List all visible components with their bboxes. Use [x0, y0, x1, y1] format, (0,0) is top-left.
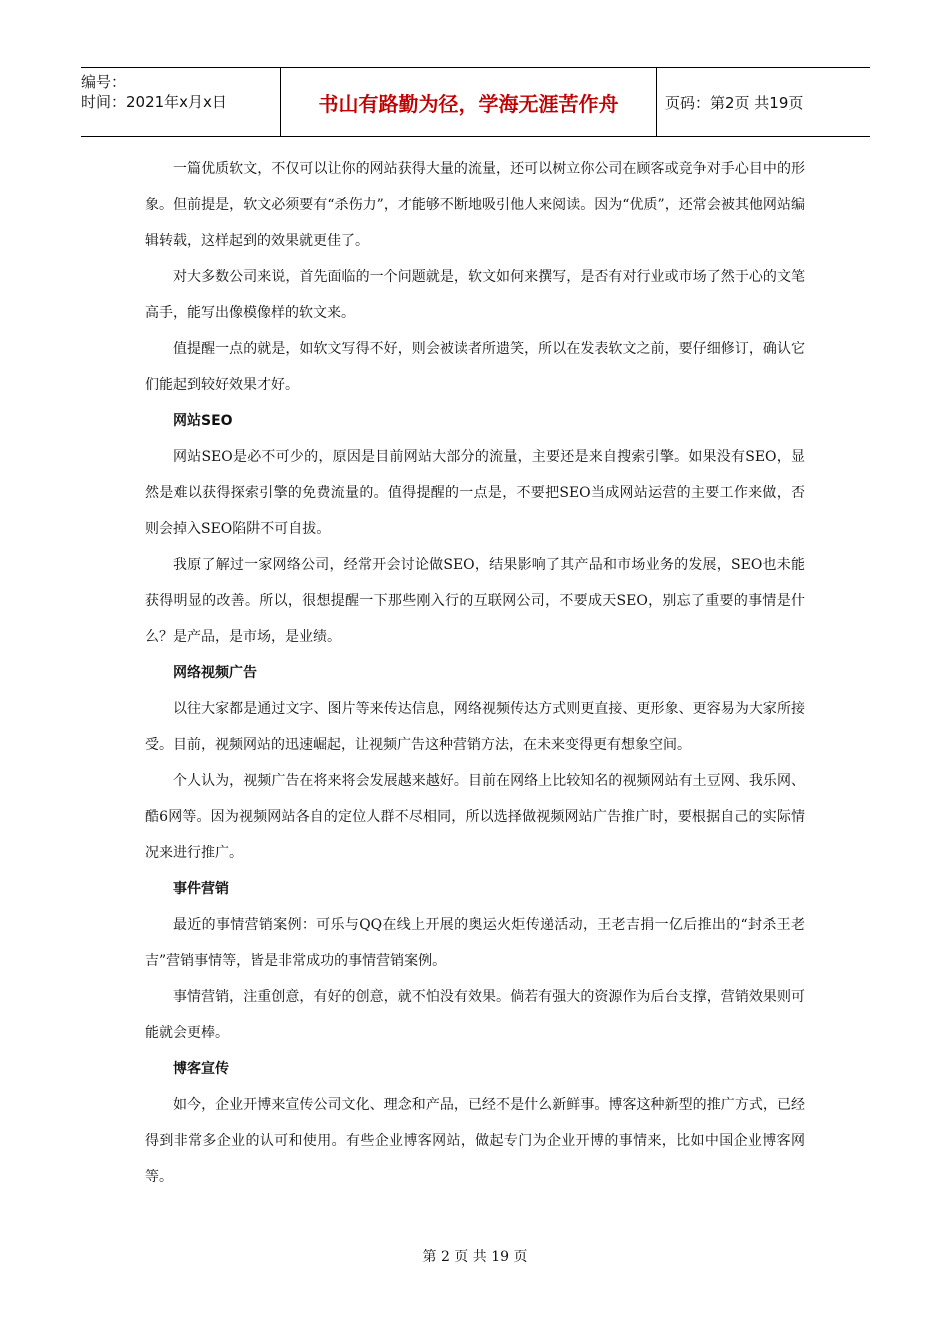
section-heading-seo: 网站SEO [173, 413, 233, 429]
body-paragraph: 值提醒一点的就是，如软文写得不好，则会被读者所遗笑，所以在发表软文之前，要仔细修订，确认它们能起到较好效果才好。 [145, 341, 805, 393]
body-paragraph: 一篇优质软文，不仅可以让你的网站获得大量的流量，还可以树立你公司在顾客或竞争对手心目中的形象。但前提是，软文必须要有“杀伤力”，才能够不断地吸引他人来阅读。因为“优质”，还常会被其他网站编辑转载，这样起到的效果就更佳了。 [145, 161, 805, 249]
page-footer: 第 2 页 共 19 页 [422, 1249, 528, 1265]
document-time-label: 时间：2021年x月x日 [81, 93, 227, 111]
body-paragraph: 最近的事情营销案例：可乐与QQ在线上开展的奥运火炬传递活动，王老吉捐一亿后推出的“封杀王老吉”营销事情等，皆是非常成功的事情营销案例。 [145, 917, 805, 969]
header-meta [81, 68, 281, 136]
document-body [145, 151, 805, 1195]
body-paragraph: 如今，企业开博来宣传公司文化、理念和产品，已经不是什么新鲜事。博客这种新型的推广方式，已经得到非常多企业的认可和使用。有些企业博客网站，做起专门为企业开博的事情来，比如中国企业博客网等。 [145, 1097, 805, 1185]
page-header [81, 67, 870, 137]
body-paragraph: 网站SEO是必不可少的，原因是目前网站大部分的流量，主要还是来自搜索引擎。如果没有SEO，显然是难以获得探索引擎的免费流量的。值得提醒的一点是，不要把SEO当成网站运营的主要工作来做，否则会掉入SEO陷阱不可自拔。 [145, 449, 805, 537]
body-paragraph: 个人认为，视频广告在将来将会发展越来越好。目前在网络上比较知名的视频网站有土豆网、我乐网、酷6网等。因为视频网站各自的定位人群不尽相同，所以选择做视频网站广告推广时，要根据自己的实际情况来进行推广。 [145, 773, 805, 861]
header-motto: 书山有路勤为径，学海无涯苦作舟 [281, 68, 657, 136]
section-heading-blog: 博客宣传 [173, 1061, 229, 1077]
body-paragraph: 以往大家都是通过文字、图片等来传达信息，网络视频传达方式则更直接、更形象、更容易为大家所接受。目前，视频网站的迅速崛起，让视频广告这种营销方法，在未来变得更有想象空间。 [145, 701, 805, 753]
document-number-label: 编号： [81, 73, 127, 91]
section-heading-event-marketing: 事件营销 [173, 881, 229, 897]
body-paragraph: 对大多数公司来说，首先面临的一个问题就是，软文如何来撰写，是否有对行业或市场了然于心的文笔高手，能写出像模像样的软文来。 [145, 269, 805, 321]
header-page-info: 页码：第2页 共19页 [665, 93, 804, 112]
section-heading-video-ads: 网络视频广告 [173, 665, 257, 681]
body-paragraph: 我原了解过一家网络公司，经常开会讨论做SEO，结果影响了其产品和市场业务的发展，SEO也未能获得明显的改善。所以，很想提醒一下那些刚入行的互联网公司，不要成天SEO，别忘了重要的事情是什么？是产品，是市场，是业绩。 [145, 557, 805, 645]
body-paragraph: 事情营销，注重创意，有好的创意，就不怕没有效果。倘若有强大的资源作为后台支撑，营销效果则可能就会更棒。 [145, 989, 805, 1041]
